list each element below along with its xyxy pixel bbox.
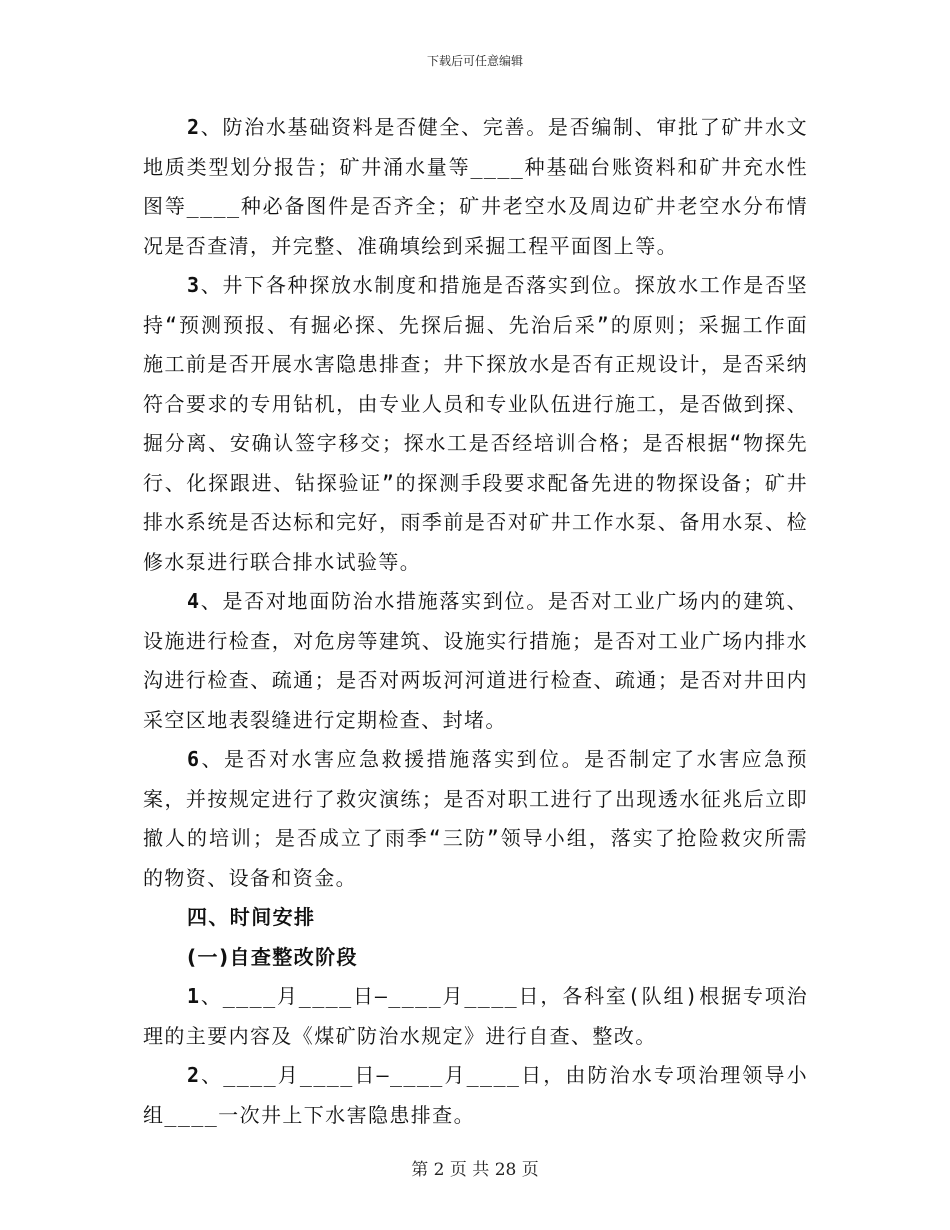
schedule-item-1 (143, 977, 808, 1056)
document-body (143, 108, 808, 1135)
page-header: 下载后可任意编辑 (426, 54, 523, 68)
paragraph-item-6 (143, 740, 808, 898)
schedule-item-2 (143, 1056, 808, 1135)
schedule-number: 2 (187, 1063, 201, 1087)
schedule-text: 、____月____日—____月____日，由防治水专项治理领导小组____一次井上下水害隐患排查。 (143, 1063, 808, 1127)
paragraph-number: 3 (187, 273, 201, 297)
paragraph-text: 、是否对地面防治水措施落实到位。是否对工业广场内的建筑、设施进行检查，对危房等建筑、设施实行措施；是否对工业广场内排水沟进行检查、疏通；是否对两坂河河道进行检查、疏通；是否对井田内采空区地表裂缝进行定期检查、封堵。 (143, 589, 808, 732)
paragraph-number: 2 (187, 115, 201, 139)
subsection-heading: (一)自查整改阶段 (187, 944, 358, 969)
paragraph-text: 、防治水基础资料是否健全、完善。是否编制、审批了矿井水文地质类型划分报告；矿井涌水量等____种基础台账资料和矿井充水性图等____种必备图件是否齐全；矿井老空水及周边矿井老空水分布情况是否查清，并完整、准确填绘到采掘工程平面图上等。 (143, 115, 808, 258)
paragraph-number: 6 (187, 747, 201, 771)
page-footer: 第 2 页 共 28 页 (411, 1160, 539, 1180)
section-heading: 四、时间安排 (187, 905, 316, 929)
paragraph-number: 4 (187, 589, 201, 613)
paragraph-item-3 (143, 266, 808, 582)
paragraph-item-2 (143, 108, 808, 266)
schedule-text: 、____月____日—____月____日，各科室(队组)根据专项治理的主要内容及《煤矿防治水规定》进行自查、整改。 (143, 984, 808, 1048)
schedule-number: 1 (187, 984, 201, 1008)
paragraph-text: 、是否对水害应急救援措施落实到位。是否制定了水害应急预案，并按规定进行了救灾演练；是否对职工进行了出现透水征兆后立即撤人的培训；是否成立了雨季“三防”领导小组，落实了抢险救灾所需的物资、设备和资金。 (143, 747, 808, 890)
paragraph-item-4 (143, 582, 808, 740)
paragraph-text: 、井下各种探放水制度和措施是否落实到位。探放水工作是否坚持“预测预报、有掘必探、先探后掘、先治后采”的原则；采掘工作面施工前是否开展水害隐患排查；井下探放水是否有正规设计，是否采纳符合要求的专用钻机，由专业人员和专业队伍进行施工，是否做到探、掘分离、安确认签字移交；探水工是否经培训合格；是否根据“物探先行、化探跟进、钻探验证”的探测手段要求配备先进的物探设备；矿井排水系统是否达标和完好，雨季前是否对矿井工作水泵、备用水泵、检修水泵进行联合排水试验等。 (143, 273, 808, 574)
